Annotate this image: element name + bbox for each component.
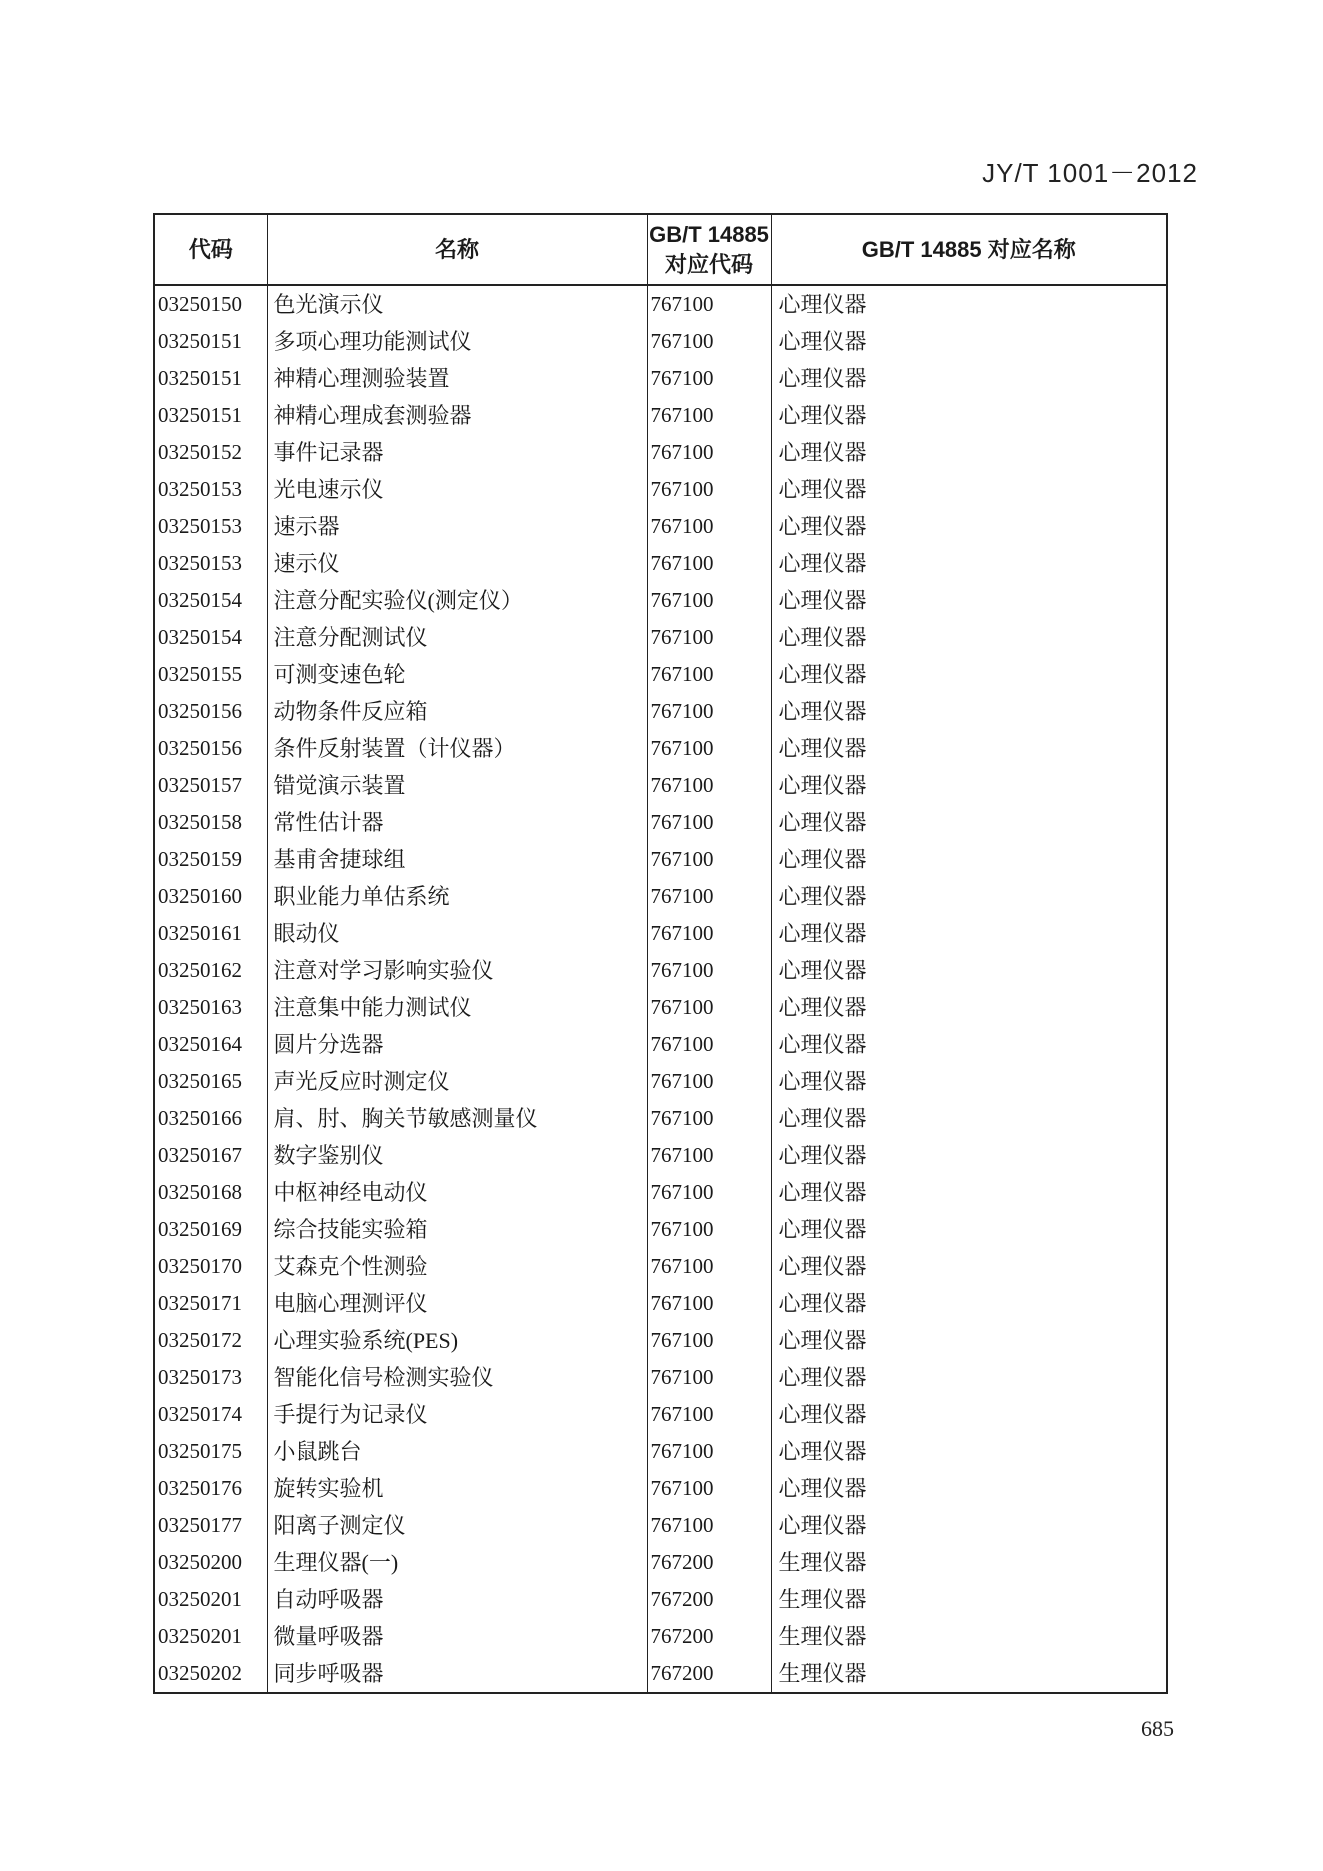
gbt-name-cell: 心理仪器	[771, 1359, 1167, 1396]
name-cell: 注意分配实验仪(测定仪）	[267, 582, 647, 619]
name-cell: 速示器	[267, 508, 647, 545]
name-cell: 中枢神经电动仪	[267, 1174, 647, 1211]
gbt-code-cell: 767100	[647, 434, 771, 471]
gbt-name-cell: 心理仪器	[771, 1211, 1167, 1248]
table-header	[154, 214, 1167, 285]
name-cell: 注意集中能力测试仪	[267, 989, 647, 1026]
code-cell: 03250153	[158, 514, 242, 538]
header-code: 代码	[154, 214, 267, 285]
gbt-code-cell: 767100	[647, 1100, 771, 1137]
table-row	[154, 767, 1167, 804]
gbt-code-cell: 767100	[647, 915, 771, 952]
name-cell: 小鼠跳台	[267, 1433, 647, 1470]
gbt-name-cell: 心理仪器	[771, 1433, 1167, 1470]
name-cell: 注意对学习影响实验仪	[267, 952, 647, 989]
table-row	[154, 1174, 1167, 1211]
gbt-code-cell: 767100	[647, 1322, 771, 1359]
name-cell: 神精心理测验装置	[267, 360, 647, 397]
name-cell: 手提行为记录仪	[267, 1396, 647, 1433]
name-cell: 心理实验系统(PES)	[267, 1322, 647, 1359]
table-row	[154, 952, 1167, 989]
gbt-code-cell: 767100	[647, 989, 771, 1026]
gbt-name-cell: 心理仪器	[771, 1248, 1167, 1285]
gbt-name-cell: 生理仪器	[771, 1655, 1167, 1693]
table-row	[154, 841, 1167, 878]
name-cell: 职业能力单估系统	[267, 878, 647, 915]
name-cell: 生理仪器(一)	[267, 1544, 647, 1581]
code-cell: 03250154	[158, 625, 242, 649]
gbt-code-cell: 767100	[647, 841, 771, 878]
gbt-name-cell: 心理仪器	[771, 693, 1167, 730]
gbt-name-cell: 心理仪器	[771, 471, 1167, 508]
code-cell: 03250159	[158, 847, 242, 871]
gbt-name-cell: 心理仪器	[771, 804, 1167, 841]
code-cell: 03250177	[158, 1513, 242, 1537]
table-row	[154, 989, 1167, 1026]
table-row	[154, 1063, 1167, 1100]
table-row	[154, 1655, 1167, 1693]
table-row	[154, 397, 1167, 434]
gbt-name-cell: 心理仪器	[771, 1322, 1167, 1359]
gbt-name-cell: 心理仪器	[771, 841, 1167, 878]
code-cell: 03250155	[158, 662, 242, 686]
gbt-name-cell: 心理仪器	[771, 952, 1167, 989]
table-row	[154, 1322, 1167, 1359]
gbt-code-cell: 767100	[647, 1026, 771, 1063]
name-cell: 可测变速色轮	[267, 656, 647, 693]
gbt-name-cell: 心理仪器	[771, 1137, 1167, 1174]
table-row	[154, 1137, 1167, 1174]
gbt-code-cell: 767200	[647, 1655, 771, 1693]
gbt-name-cell: 心理仪器	[771, 285, 1167, 323]
code-cell: 03250167	[158, 1143, 242, 1167]
code-cell: 03250170	[158, 1254, 242, 1278]
name-cell: 阳离子测定仪	[267, 1507, 647, 1544]
gbt-code-cell: 767100	[647, 508, 771, 545]
header-gbt-code	[647, 214, 771, 285]
gbt-name-cell: 心理仪器	[771, 1100, 1167, 1137]
gbt-name-cell: 心理仪器	[771, 619, 1167, 656]
gbt-name-cell: 心理仪器	[771, 767, 1167, 804]
table-row	[154, 1359, 1167, 1396]
table-row	[154, 1100, 1167, 1137]
gbt-name-cell: 心理仪器	[771, 397, 1167, 434]
code-cell: 03250201	[158, 1624, 242, 1648]
code-mapping-table	[153, 213, 1168, 1694]
table-row	[154, 1211, 1167, 1248]
name-cell: 智能化信号检测实验仪	[267, 1359, 647, 1396]
table-row	[154, 360, 1167, 397]
gbt-code-cell: 767100	[647, 1248, 771, 1285]
code-cell: 03250169	[158, 1217, 242, 1241]
name-cell: 动物条件反应箱	[267, 693, 647, 730]
gbt-code-cell: 767100	[647, 656, 771, 693]
table-row	[154, 878, 1167, 915]
table-row	[154, 1581, 1167, 1618]
table-row	[154, 1396, 1167, 1433]
code-cell: 03250200	[158, 1550, 242, 1574]
code-cell: 03250151	[158, 403, 242, 427]
code-cell: 03250161	[158, 921, 242, 945]
code-cell: 03250174	[158, 1402, 242, 1426]
gbt-name-cell: 心理仪器	[771, 1285, 1167, 1322]
table-body	[154, 285, 1167, 1693]
gbt-code-cell: 767200	[647, 1618, 771, 1655]
code-cell: 03250158	[158, 810, 242, 834]
code-cell: 03250173	[158, 1365, 242, 1389]
gbt-name-cell: 心理仪器	[771, 915, 1167, 952]
table-row	[154, 1618, 1167, 1655]
name-cell: 肩、肘、胸关节敏感测量仪	[267, 1100, 647, 1137]
table-row	[154, 915, 1167, 952]
code-cell: 03250152	[158, 440, 242, 464]
name-cell: 旋转实验机	[267, 1470, 647, 1507]
code-cell: 03250157	[158, 773, 242, 797]
name-cell: 综合技能实验箱	[267, 1211, 647, 1248]
table-row	[154, 1026, 1167, 1063]
code-cell: 03250156	[158, 736, 242, 760]
gbt-code-cell: 767100	[647, 878, 771, 915]
header-name: 名称	[267, 214, 647, 285]
gbt-code-cell: 767100	[647, 360, 771, 397]
code-cell: 03250162	[158, 958, 242, 982]
gbt-code-cell: 767100	[647, 545, 771, 582]
code-cell: 03250154	[158, 588, 242, 612]
code-cell: 03250164	[158, 1032, 242, 1056]
code-cell: 03250166	[158, 1106, 242, 1130]
table-row	[154, 693, 1167, 730]
name-cell: 色光演示仪	[267, 285, 647, 323]
code-cell: 03250201	[158, 1587, 242, 1611]
code-cell: 03250172	[158, 1328, 242, 1352]
table-row	[154, 1248, 1167, 1285]
gbt-code-cell: 767100	[647, 767, 771, 804]
gbt-code-cell: 767100	[647, 730, 771, 767]
gbt-name-cell: 心理仪器	[771, 878, 1167, 915]
table-row	[154, 508, 1167, 545]
name-cell: 基甫舍捷球组	[267, 841, 647, 878]
gbt-name-cell: 心理仪器	[771, 508, 1167, 545]
doc-number: JY/T 1001－2012	[982, 158, 1198, 188]
name-cell: 同步呼吸器	[267, 1655, 647, 1693]
gbt-name-cell: 心理仪器	[771, 434, 1167, 471]
gbt-code-cell: 767200	[647, 1544, 771, 1581]
name-cell: 艾森克个性测验	[267, 1248, 647, 1285]
header-gbt-code-line1: GB/T 14885	[649, 221, 769, 247]
gbt-code-cell: 767100	[647, 285, 771, 323]
name-cell: 常性估计器	[267, 804, 647, 841]
table-row	[154, 804, 1167, 841]
gbt-code-cell: 767100	[647, 1470, 771, 1507]
gbt-code-cell: 767100	[647, 397, 771, 434]
code-cell: 03250176	[158, 1476, 242, 1500]
table-row	[154, 434, 1167, 471]
code-cell: 03250165	[158, 1069, 242, 1093]
table-row	[154, 285, 1167, 323]
gbt-code-cell: 767100	[647, 1137, 771, 1174]
gbt-code-cell: 767100	[647, 323, 771, 360]
table-row	[154, 471, 1167, 508]
gbt-code-cell: 767100	[647, 1507, 771, 1544]
gbt-name-cell: 生理仪器	[771, 1544, 1167, 1581]
code-cell: 03250175	[158, 1439, 242, 1463]
code-cell: 03250202	[158, 1661, 242, 1685]
name-cell: 微量呼吸器	[267, 1618, 647, 1655]
table-row	[154, 730, 1167, 767]
header-gbt-code-line2: 对应代码	[664, 251, 753, 277]
gbt-code-cell: 767200	[647, 1581, 771, 1618]
table-row	[154, 656, 1167, 693]
name-cell: 电脑心理测评仪	[267, 1285, 647, 1322]
gbt-name-cell: 心理仪器	[771, 323, 1167, 360]
name-cell: 圆片分选器	[267, 1026, 647, 1063]
code-cell: 03250171	[158, 1291, 242, 1315]
gbt-name-cell: 心理仪器	[771, 1063, 1167, 1100]
gbt-name-cell: 心理仪器	[771, 730, 1167, 767]
code-cell: 03250151	[158, 329, 242, 353]
table-row	[154, 1433, 1167, 1470]
gbt-name-cell: 生理仪器	[771, 1618, 1167, 1655]
code-cell: 03250156	[158, 699, 242, 723]
gbt-code-cell: 767100	[647, 1285, 771, 1322]
gbt-code-cell: 767100	[647, 693, 771, 730]
code-cell: 03250153	[158, 551, 242, 575]
gbt-code-cell: 767100	[647, 804, 771, 841]
name-cell: 条件反射装置（计仪器）	[267, 730, 647, 767]
code-cell: 03250151	[158, 366, 242, 390]
table-row	[154, 1285, 1167, 1322]
gbt-name-cell: 心理仪器	[771, 1470, 1167, 1507]
gbt-code-cell: 767100	[647, 1433, 771, 1470]
table-row	[154, 1470, 1167, 1507]
table-row	[154, 1544, 1167, 1581]
page-number: 685	[1141, 1716, 1174, 1741]
gbt-code-cell: 767100	[647, 952, 771, 989]
gbt-code-cell: 767100	[647, 1359, 771, 1396]
gbt-name-cell: 心理仪器	[771, 1396, 1167, 1433]
gbt-code-cell: 767100	[647, 471, 771, 508]
gbt-name-cell: 心理仪器	[771, 582, 1167, 619]
gbt-name-cell: 心理仪器	[771, 1026, 1167, 1063]
name-cell: 多项心理功能测试仪	[267, 323, 647, 360]
table-row	[154, 582, 1167, 619]
code-cell: 03250168	[158, 1180, 242, 1204]
gbt-name-cell: 心理仪器	[771, 989, 1167, 1026]
gbt-code-cell: 767100	[647, 1211, 771, 1248]
gbt-code-cell: 767100	[647, 1174, 771, 1211]
code-cell: 03250160	[158, 884, 242, 908]
name-cell: 眼动仪	[267, 915, 647, 952]
gbt-name-cell: 心理仪器	[771, 656, 1167, 693]
table-row	[154, 545, 1167, 582]
code-cell: 03250150	[158, 292, 242, 316]
gbt-name-cell: 生理仪器	[771, 1581, 1167, 1618]
table-row	[154, 619, 1167, 656]
table-row	[154, 1507, 1167, 1544]
gbt-name-cell: 心理仪器	[771, 1174, 1167, 1211]
code-cell: 03250163	[158, 995, 242, 1019]
gbt-name-cell: 心理仪器	[771, 545, 1167, 582]
code-cell: 03250153	[158, 477, 242, 501]
name-cell: 光电速示仪	[267, 471, 647, 508]
header-gbt-name: GB/T 14885 对应名称	[771, 214, 1167, 285]
name-cell: 错觉演示装置	[267, 767, 647, 804]
gbt-code-cell: 767100	[647, 1396, 771, 1433]
name-cell: 事件记录器	[267, 434, 647, 471]
name-cell: 注意分配测试仪	[267, 619, 647, 656]
name-cell: 数字鉴别仪	[267, 1137, 647, 1174]
name-cell: 神精心理成套测验器	[267, 397, 647, 434]
name-cell: 自动呼吸器	[267, 1581, 647, 1618]
gbt-name-cell: 心理仪器	[771, 360, 1167, 397]
gbt-name-cell: 心理仪器	[771, 1507, 1167, 1544]
gbt-code-cell: 767100	[647, 1063, 771, 1100]
name-cell: 声光反应时测定仪	[267, 1063, 647, 1100]
table-row	[154, 323, 1167, 360]
gbt-code-cell: 767100	[647, 619, 771, 656]
name-cell: 速示仪	[267, 545, 647, 582]
gbt-code-cell: 767100	[647, 582, 771, 619]
